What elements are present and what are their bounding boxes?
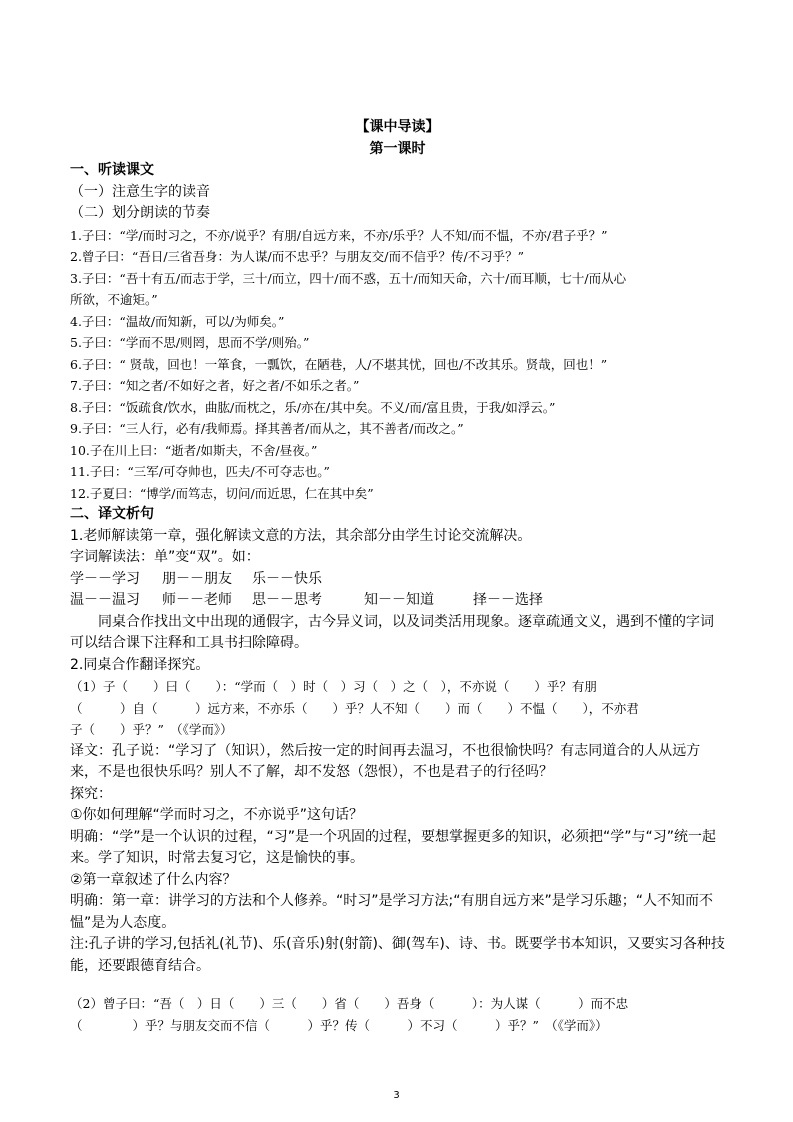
fill-in-1-line2: （ ）自（ ）远方来，不亦乐（ ）乎？人不知（ ）而（ ）不愠（ ），不亦君 [70,700,639,716]
reading-item-1: 1.子曰：“学/而时习之，不亦/说乎？有朋/自远方来，不亦/乐乎？人不知/而不愠，不亦/君子乎？” [70,227,608,243]
reading-item-6: 6.子曰：“ 贤哉，回也！一箪食，一瓢饮，在陋巷，人/不堪其忧，回也/不改其乐。贤哉，回也！” [70,356,608,372]
vocab-pair: 温－－温习 [70,592,140,608]
section2-p1: 1.老师解读第一章，强化解读文意的方法，其余部分由学生讨论交流解决。 [70,527,532,544]
vocab-pair: 乐－－快乐 [252,570,322,587]
page-content [70,117,725,1036]
vocab-row-1 [70,569,725,591]
section2-p4: 2.同桌合作翻译探究。 [70,656,210,673]
fill-in-1-line1: （1）子（ ）曰（ ）：“学而（ ）时（ ）习（ ）之（ ），不亦说（ ）乎？有朋 [70,679,597,694]
reading-item-8: 8.子曰：“饭疏食/饮水，曲肱/而枕之，乐/亦在/其中矣。不义/而/富且贵，于我/如浮云。” [70,399,556,415]
translation-text: 译文：孔子说：“学习了（知识），然后按一定的时间再去温习，不也很愉快吗？有志同道合的人从远方来，不是也很快乐吗？别人不了解，却不发怒（怨恨），不也是君子的行径吗？ [70,742,701,780]
section1-sub1: （一）注意生字的读音 [70,183,210,200]
reading-item-5: 5.子曰：“学而不思/则罔，思而不学/则殆。” [70,335,310,350]
answer-2: 明确：第一章：讲学习的方法和个人修养。“时习”是学习方法;“有朋自远方来”是学习乐趣；“人不知而不愠”是为人态度。 [70,893,713,931]
explore-label: 探究： [70,785,112,802]
answer-1: 明确：“学”是一个认识的过程，“习”是一个巩固的过程，要想掌握更多的知识，必须把“学”与“习”统一起来。学了知识，时常去复习它，这是愉快的事。 [70,828,717,866]
lesson-subtitle: 第一课时 [369,140,426,157]
reading-item-9: 9.子曰：“三人行，必有/我师焉。择其善者/而从之，其不善者/而改之。” [70,421,464,436]
question-1: ①你如何理解“学而时习之，不亦说乎”这句话？ [70,807,364,823]
page-number: 3 [393,1090,400,1101]
fill-in-1-line3: 子（ ）乎？” （《学而》） [70,722,233,737]
vocab-pair: 知－－知道 [364,592,434,608]
section1-heading: 一、听读课文 [70,162,154,178]
reading-item-2: 2.曾子曰：“吾日/三省吾身：为人谋/而不忠乎？与朋友交/而不信乎？传/不习乎？” [70,249,525,264]
section2-heading: 二、译文析句 [70,506,154,522]
spacer [70,977,725,993]
reading-item-11: 11.子曰：“三军/可夺帅也，匹夫/不可夺志也。” [70,464,330,479]
reading-item-10: 10.子在川上曰：“逝者/如斯夫，不舍/昼夜。” [70,442,318,458]
question-2: ②第一章叙述了什么内容？ [70,871,237,888]
vocab-pair: 朋－－朋友 [162,570,232,587]
vocab-pair: 师－－老师 [162,592,232,608]
lesson-title: 【课中导读】 [355,119,440,135]
vocab-pair: 思－－思考 [252,592,322,608]
reading-item-4: 4.子曰：“温故/而知新，可以/为师矣。” [70,313,285,329]
vocab-row-2 [70,590,725,612]
section2-p3: 同桌合作找出文中出现的通假字，古今异义词，以及词类活用现象。逐章疏通文义，遇到不懂的字词可以结合课下注释和工具书扫除障碍。 [70,613,714,651]
vocab-pair: 择－－选择 [473,592,543,608]
section1-sub2: （二）划分朗读的节奏 [70,205,210,221]
note-text: 注:孔子讲的学习,包括礼(礼节)、乐(音乐)射(射箭)、御(驾车)、诗、书。既要学书本知识，又要实习各种技能，还要跟德育结合。 [70,936,725,974]
reading-item-3: 3.子曰：“吾十有五/而志于学，三十/而立，四十/而不惑，五十/而知天命，六十/而耳顺，七十/而从心 [70,270,627,286]
fill-in-2-line1: （2）曾子曰：“吾（ ）日（ ）三（ ）省（ ）吾身（ ）：为人谋（ ）而不忠 [70,996,629,1011]
fill-in-2-line2: （ ）乎？与朋友交而不信（ ）乎？传（ ）不习（ ）乎？” （《学而》） [70,1017,608,1033]
vocab-pair: 学－－学习 [70,570,140,587]
reading-item-3-cont: 所欲，不逾矩。” [70,292,158,307]
reading-item-7: 7.子曰：“知之者/不如好之者，好之者/不如乐之者。” [70,378,360,393]
section2-p2: 字词解读法：单”变“双”。如： [70,549,260,565]
reading-item-12: 12.子夏曰：“博学/而笃志，切问/而近思，仁在其中矣” [70,485,374,501]
